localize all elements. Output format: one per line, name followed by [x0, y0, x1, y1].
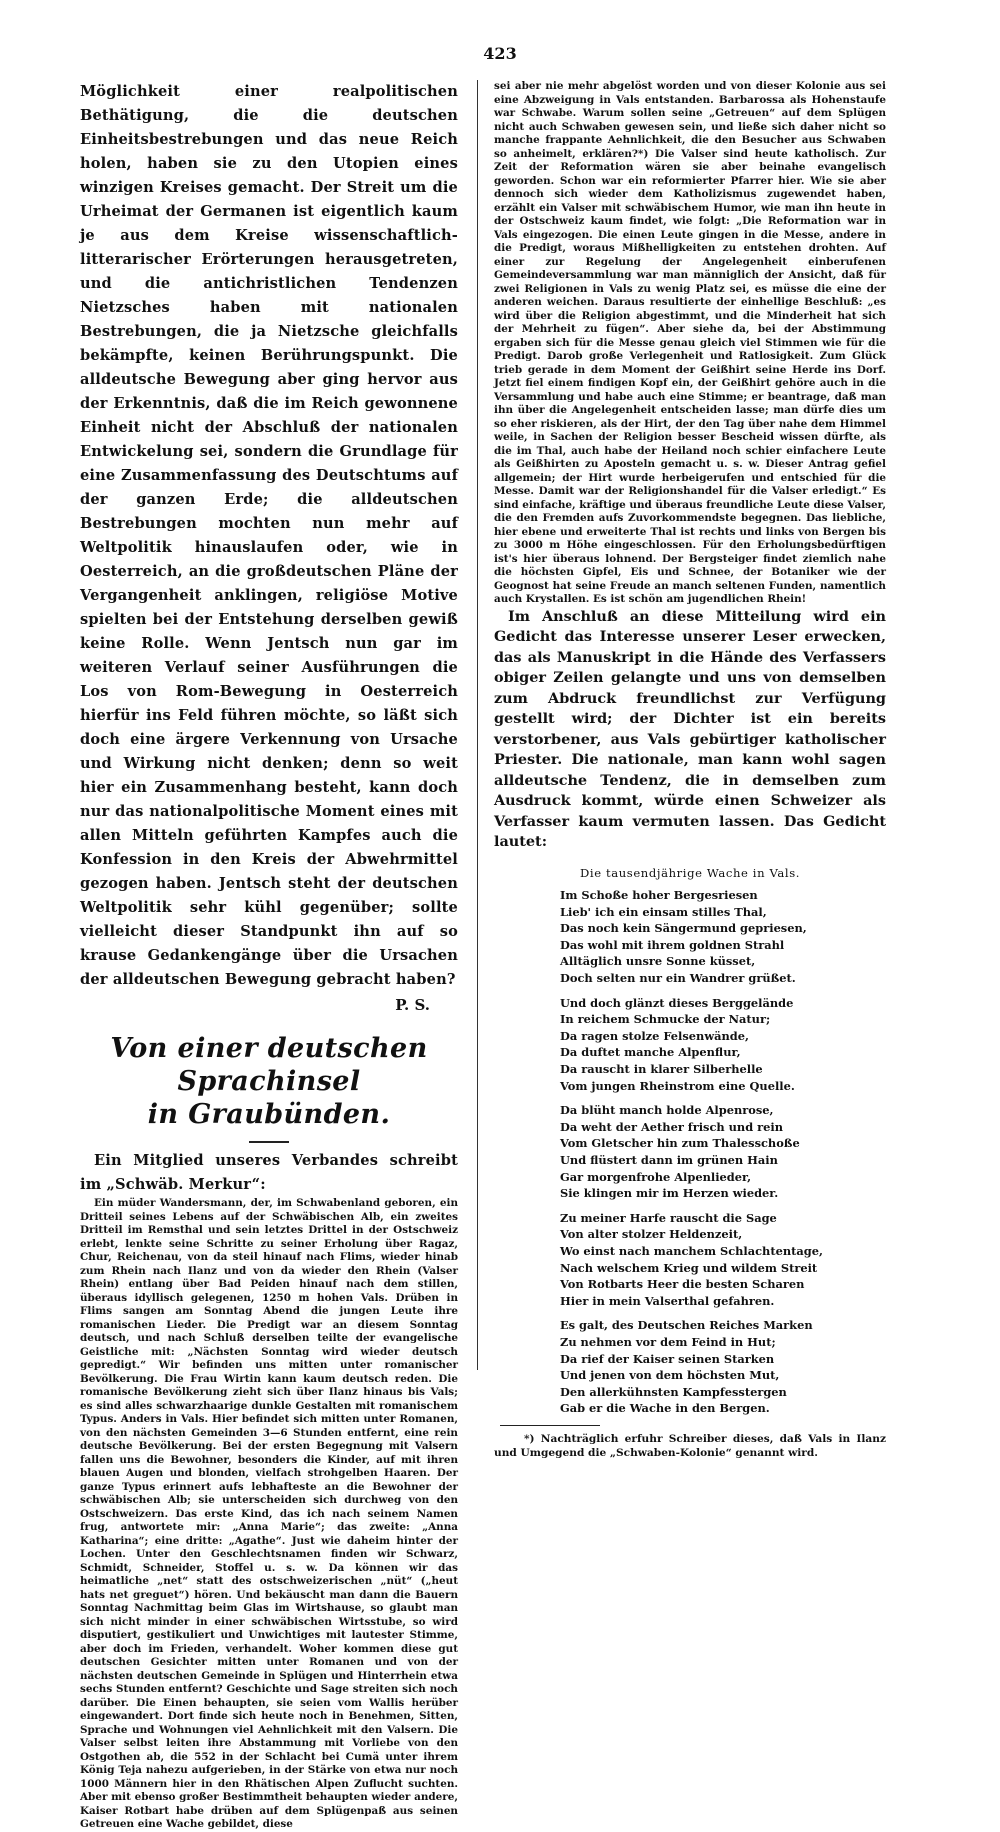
poem-stanzas	[560, 887, 886, 1417]
poem-line: Im Schoße hoher Bergesriesen	[560, 888, 758, 903]
poem-stanza	[560, 1317, 886, 1417]
poem-title: Die tausendjährige Wache in Vals.	[580, 865, 801, 880]
poem-line: Da rief der Kaiser seinen Starken	[560, 1351, 775, 1366]
poem-line: Da duftet manche Alpenflur,	[560, 1045, 741, 1060]
poem-line: Da rauscht in klarer Silberhelle	[560, 1062, 763, 1077]
poem-line: Gar morgenfrohe Alpenlieder,	[560, 1169, 752, 1184]
poem-line: Nach welschem Krieg und wildem Streit	[560, 1260, 818, 1275]
column-divider	[477, 80, 478, 1370]
poem-line: Das noch kein Sängermund gepriesen,	[560, 921, 807, 936]
poem-line: Wo einst nach manchem Schlachtentage,	[560, 1243, 823, 1258]
article-lead: Ein Mitglied unseres Verbandes schreibt im „Schwäb. Merkur“:	[80, 1152, 458, 1193]
author-signature: P. S.	[395, 996, 430, 1014]
poem-line: Zu meiner Harfe rauscht die Sage	[560, 1210, 777, 1225]
poem-line: Gab er die Wache in den Bergen.	[560, 1401, 770, 1416]
poem	[560, 865, 886, 1417]
poem-line: Und flüstert dann im grünen Hain	[560, 1153, 778, 1167]
footnote: *) Nachträglich erfuhr Schreiber dieses, daß Vals in Ilanz und Umgegend die „Schwaben-Kolonie“ genannt wird.	[494, 1432, 886, 1459]
poem-line: Sie klingen mir im Herzen wieder.	[560, 1186, 779, 1201]
poem-line: Zu nehmen vor dem Feind in Hut;	[560, 1334, 776, 1349]
poem-line: Vom Gletscher hin zum Thalesschoße	[560, 1136, 800, 1151]
poem-line: Doch selten nur ein Wandrer grüßet.	[560, 971, 796, 986]
poem-line: Da weht der Aether frisch und rein	[560, 1119, 783, 1134]
poem-line: Da blüht manch holde Alpenrose,	[560, 1103, 774, 1118]
poem-line: Lieb' ich ein einsam stilles Thal,	[560, 904, 767, 919]
poem-line: Das wohl mit ihrem goldnen Strahl	[560, 937, 785, 952]
footnote-divider	[500, 1425, 600, 1426]
page-number: 423	[483, 44, 517, 63]
poem-line: Alltäglich unsre Sonne küsset,	[560, 954, 756, 969]
poem-line: Und doch glänzt dieses Berggelände	[560, 995, 794, 1010]
poem-stanza	[560, 1102, 886, 1202]
article-heading	[80, 1032, 458, 1131]
heading-line-1: Von einer deutschen Sprachinsel	[110, 1033, 428, 1097]
poem-line: Von alter stolzer Heldenzeit,	[560, 1227, 743, 1242]
poem-stanza	[560, 887, 886, 987]
poem-line: Und jenen von dem höchsten Mut,	[560, 1368, 780, 1383]
poem-line: Hier in mein Valserthal gefahren.	[560, 1293, 775, 1308]
article-body-right: sei aber nie mehr abgelöst worden und von dieser Kolonie aus sei eine Abzweigung in Vals entstanden. Barbarossa als Hohenstaufe war Schwabe. Warum sollen seine „Getreuen“ auf dem Splügen nicht auch Schwaben gewesen sein, und ließe sich daher nicht so manche frappante Aehnlichkeit, die den Besucher aus Schwaben so anheimelt, erklären?*) Die Valser sind heute katholisch. Zur Zeit der Reformation wären sie aber beinahe evangelisch geworden. Schon war ein reformierter Pfarrer hier. Wie sie aber dennoch sich wieder dem Katholizismus zugewendet haben, erzählt ein Valser mit schwäbischem Humor, wie man ihn heute in der Ostschweiz kaum findet, wie folgt: „Die Reformation war in Vals eingezogen. Die einen Leute gingen in die Messe, andere in die Predigt, woraus Mißhelligkeiten zu entstehen drohten. Auf einer zur Regelung der Angelegenheit einberufenen Gemeindeversammlung war man männiglich der Ansicht, daß für zwei Religionen in Vals zu wenig Platz sei, es müsse die eine der anderen weichen. Daraus resultierte der einhellige Beschluß: „es wird über die Religion abgestimmt, und die Minderheit hat sich der Mehrheit zu fügen“. Aber siehe da, bei der Abstimmung ergaben sich für die Messe genau gleich viel Stimmen wie für die Predigt. Darob große Verlegenheit und Ratlosigkeit. Zum Glück trieb gerade in dem Moment der Geißhirt seine Herde ins Dorf. Jetzt fiel einem findigen Kopf ein, der Geißhirt gehöre auch in die Versammlung und habe auch eine Stimme; er beantrage, daß man ihn über die Angelegenheit entscheiden lasse; man dürfe dies um so eher riskieren, als der Hirt, der den Tag über nahe dem Himmel weile, in Sachen der Religion besser Bescheid wissen dürfte, als die im Thal, auch habe der Heiland noch schier einfachere Leute als Geißhirten zu Aposteln gemacht u. s. w. Dieser Antrag gefiel allgemein; der Hirt wurde herbeigerufen und entschied für die Messe. Damit war der Religionshandel für die Valser erledigt.“ Es sind einfache, kräftige und überaus freundliche Leute diese Valser, die den Fremden aufs Zuvorkommendste begegnen. Das liebliche, hier ebene und erweiterte Thal ist rechts und links von Bergen bis zu 3000 m Höhe eingeschlossen. Für den Erholungsbedürftigen ist's hier überaus lohnend. Der Bergsteiger findet ziemlich nahe die höchsten Gipfel, Eis und Schnee, der Botaniker wie der Geognost hat seine Freude an manch seltenen Funden, namentlich auch Krystallen. Es ist schön am jugendlichen Rhein!	[494, 80, 886, 605]
poem-line: Da ragen stolze Felsenwände,	[560, 1028, 749, 1043]
poem-line: Den allerkühnsten Kampfesstergen	[560, 1384, 787, 1399]
heading-divider	[249, 1141, 289, 1143]
poem-line: Von Rotbarts Heer die besten Scharen	[560, 1277, 805, 1292]
poem-introduction: Im Anschluß an diese Mitteilung wird ein Gedicht das Interesse unserer Leser erwecken, das als Manuskript in die Hände des Verfassers obiger Zeilen gelangte und uns von demselben zum Abdruck freundlichst zur Verfügung gestellt wird; der Dichter ist ein bereits verstorbener, aus Vals gebürtiger katholischer Priester. Die nationale, man kann wohl sagen alldeutsche Tendenz, die in demselben zum Ausdruck kommt, würde einen Schweizer als Verfasser kaum vermuten lassen. Das Gedicht lautet:	[494, 607, 886, 850]
poem-line: Vom jungen Rheinstrom eine Quelle.	[560, 1078, 795, 1093]
poem-line: In reichem Schmucke der Natur;	[560, 1012, 771, 1027]
article-body-left: Ein müder Wandersmann, der, im Schwabenland geboren, ein Dritteil seines Lebens auf der Schwäbischen Alb, ein zweites Dritteil im Remsthal und sein letztes Drittel in der Ostschweiz erlebt, lenkte seine Schritte zu seiner Erholung über Ragaz, Chur, Reichenau, von da steil hinauf nach Flims, wieder hinab zum Rhein nach Ilanz und von da wieder den Rhein (Valser Rhein) entlang über Bad Peiden hinauf nach dem stillen, überaus idyllisch gelegenen, 1250 m hohen Vals. Drüben in Flims sangen am Sonntag Abend die jungen Leute ihre romanischen Lieder. Die Predigt war an diesem Sonntag deutsch, und nach Schluß derselben teilte der evangelische Geistliche mit: „Nächsten Sonntag wird wieder deutsch gepredigt.“ Wir befinden uns mitten unter romanischer Bevölkerung. Die Frau Wirtin kann kaum deutsch reden. Die romanische Bevölkerung zieht sich über Ilanz hinaus bis Vals; es sind alles schwarzhaarige dunkle Gestalten mit romanischem Typus. Anders in Vals. Hier befindet sich mitten unter Romanen, von den nächsten Gemeinden 3—6 Stunden entfernt, eine rein deutsche Bevölkerung. Bei der ersten Begegnung mit Valsern fallen uns die Bewohner, besonders die Kinder, auf mit ihren blauen Augen und blonden, vielfach strohgelben Haaren. Der ganze Typus erinnert aufs lebhafteste an die Bewohner der schwäbischen Alb; sie unterscheiden sich durchweg von den Ostschweizern. Das erste Kind, das ich nach seinem Namen frug, antwortete mir: „Anna Marie“; das zweite: „Anna Katharina“; eine dritte: „Agathe“. Just wie daheim hinter der Lochen. Unter den Geschlechtsnamen finden wir Schwarz, Schmidt, Schneider, Stoffel u. s. w. Da können wir das heimatliche „net“ statt des ostschweizerischen „nüt“ („heut hats net greguet“) hören. Und bekäuscht man dann die Bauern Sonntag Nachmittag beim Glas im Wirtshause, so glaubt man sich nicht minder in einer schwäbischen Wirtsstube, so wird disputiert, gestikuliert und Unwichtiges mit lautester Stimme, aber doch im Frieden, verhandelt. Woher kommen diese gut deutschen Gesichter mitten unter Romanen und von der nächsten deutschen Gemeinde in Splügen und Hinterrhein etwa sechs Stunden entfernt? Geschichte und Sage streiten sich noch darüber. Die Einen behaupten, sie seien vom Wallis herüber eingewandert. Dort finde sich heute noch in Benehmen, Sitten, Sprache und Wohnungen viel Aehnlichkeit mit den Valsern. Die Valser selbst leiten ihre Abstammung mit Vorliebe von den Ostgothen ab, die 552 in der Schlacht bei Cumä unter ihrem König Teja nahezu aufgerieben, in der Stärke von etwa nur noch 1000 Männern hier in den Rhätischen Alpen Zuflucht suchten. Aber mit ebenso großer Bestimmtheit behaupten wieder andere, Kaiser Rotbart habe drüben auf dem Splügenpaß aus seinen Getreuen eine Wache gebildet, diese	[80, 1197, 458, 1830]
poem-stanza	[560, 995, 886, 1095]
heading-line-2: in Graubünden.	[147, 1099, 391, 1130]
poem-stanza	[560, 1210, 886, 1310]
poem-line: Es galt, des Deutschen Reiches Marken	[560, 1318, 813, 1333]
article-continuation: Möglichkeit einer realpolitischen Bethätigung, die die deutschen Einheitsbestrebungen und das neue Reich holen, haben sie zu den Utopien eines winzigen Kreises gemacht. Der Streit um die Urheimat der Germanen ist eigentlich kaum je aus dem Kreise wissenschaftlich-litterarischer Erörterungen herausgetreten, und die antichristlichen Tendenzen Nietzsches haben mit nationalen Bestrebungen, die ja Nietzsche gleichfalls bekämpfte, keinen Berührungspunkt. Die alldeutsche Bewegung aber ging hervor aus der Erkenntnis, daß die im Reich gewonnene Einheit nicht der Abschluß der nationalen Entwickelung sei, sondern die Grundlage für eine Zusammenfassung des Deutschtums auf der ganzen Erde; die alldeutschen Bestrebungen mochten nun mehr auf Weltpolitik hinauslaufen oder, wie in Oesterreich, an die großdeutschen Pläne der Vergangenheit anklingen, religiöse Motive spielten bei der Entstehung derselben gewiß keine Rolle. Wenn Jentsch nun gar im weiteren Verlauf seiner Ausführungen die Los von Rom-Bewegung in Oesterreich hierfür ins Feld führen möchte, so läßt sich doch eine ärgere Verkennung von Ursache und Wirkung nicht denken; denn so weit hier ein Zusammenhang besteht, kann doch nur das nationalpolitische Moment eines mit allen Mitteln geführten Kampfes auch die Konfession in den Kreis der Abwehrmittel gezogen haben. Jentsch steht der deutschen Weltpolitik sehr kühl gegenüber; sollte vielleicht dieser Standpunkt ihn auf so krause Gedankengänge über die Ursachen der alldeutschen Bewegung gebracht haben?	[80, 83, 458, 988]
left-column	[80, 80, 458, 1832]
right-column	[494, 80, 886, 1460]
